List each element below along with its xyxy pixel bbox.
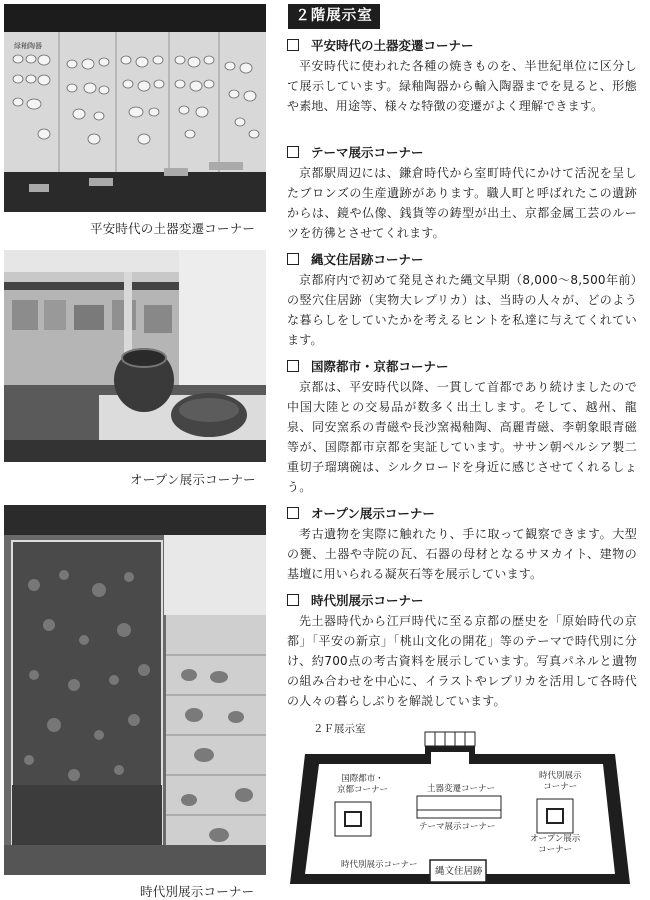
- checkbox-icon: [287, 507, 299, 519]
- floor-map: [285, 724, 635, 894]
- page-heading: ２階展示室: [288, 4, 380, 29]
- section-title: [287, 143, 637, 163]
- section-title-text: 時代別展示コーナー: [311, 593, 424, 608]
- map-label-international: 国際都市・ 京都コーナー: [337, 774, 389, 795]
- section-title: [287, 357, 637, 377]
- checkbox-icon: [287, 594, 299, 606]
- map-label-open: オープン展示 コーナー: [530, 834, 581, 855]
- section-title-text: 縄文住居跡コーナー: [311, 252, 424, 267]
- section-title-text: 国際都市・京都コーナー: [311, 359, 449, 374]
- section-title-text: オープン展示コーナー: [311, 506, 435, 521]
- photo-caption: 平安時代の土器変遷コーナー: [90, 221, 256, 236]
- photo-open-exhibit-corner: [4, 250, 266, 462]
- section-title: [287, 504, 637, 524]
- section-title-text: 平安時代の土器変遷コーナー: [311, 38, 474, 53]
- section: [287, 36, 637, 136]
- section-body: 京都は、平安時代以降、一貫して首都であり続けましたので中国大陸との交易品が数多く出土します。そして、越州、龍泉、同安窯系の青磁や長沙窯褐釉陶、高麗青磁、李朝象眼青磁等が、国際都市京都を実証しています。ササン朝ペルシア製二重切子瑠璃碗は、シルクロードを身近に感じさせてくれるしょう。: [287, 380, 637, 494]
- section-title: [287, 591, 637, 611]
- checkbox-icon: [287, 146, 299, 158]
- section-body: 平安時代に使われた各種の焼きものを、半世紀単位に区分して展示しています。緑釉陶器から輸入陶器までを見ると、形態や素地、用途等、様々な特徴の変遷がよく理解できます。: [287, 59, 637, 113]
- photo-caption: オープン展示コーナー: [130, 472, 256, 487]
- floor-map-title: ２Ｆ展示室: [313, 723, 366, 735]
- section: [287, 504, 637, 584]
- section-body: 先土器時代から江戸時代に至る京都の歴史を「原始時代の京都」「平安の新京」「桃山文化の開花」等のテーマで時代別に分け、約700点の考古資料を展示しています。写真パネルと遺物の組み合わせを中心に、イラストやレプリカを活用して各時代の人々の暮らしぶりを解説しています。: [287, 614, 637, 708]
- map-label-jomon: 縄文住居跡: [435, 866, 483, 877]
- checkbox-icon: [287, 39, 299, 51]
- checkbox-icon: [287, 253, 299, 265]
- section-title: [287, 250, 637, 270]
- map-label-earthenware: 土器変遷コーナー: [427, 784, 496, 794]
- section: [287, 250, 637, 350]
- section: [287, 357, 637, 497]
- map-label-period-bottom: 時代別展示コーナー: [341, 860, 418, 870]
- map-label-theme: テーマ展示コーナー: [419, 822, 496, 832]
- section-body: 京都駅周辺には、鎌倉時代から室町時代にかけて活況を呈したブロンズの生産遺跡があります。職人町と呼ばれたこの遺跡からは、鏡や仏像、銭貨等の鋳型が出土、京都金属工芸のルーツを彷彿とさせてくれます。: [287, 166, 637, 240]
- section-body: 京都府内で初めて発見された縄文早期（8,000～8,500年前）の竪穴住居跡（実物大レプリカ）は、当時の人々が、どのような暮らしをしていたかを考えるヒントを私達に与えてくれています。: [287, 273, 637, 347]
- section-list: [287, 36, 637, 708]
- display-sign: 緑釉陶器: [14, 42, 42, 50]
- section-title: [287, 36, 637, 56]
- checkbox-icon: [287, 360, 299, 372]
- photo-earthenware-corner: [4, 4, 266, 212]
- photo-caption: 時代別展示コーナー: [140, 884, 255, 899]
- section-title-text: テーマ展示コーナー: [311, 145, 424, 160]
- section: [287, 591, 637, 708]
- section-body: 考古遺物を実際に触れたり、手に取って観察できます。大型の甕、土器や寺院の瓦、石器の母材となるサヌカイト、建物の基壇に用いられる凝灰石等を展示しています。: [287, 527, 637, 581]
- section: [287, 143, 637, 243]
- map-label-period-right: 時代別展示 コーナー: [539, 771, 582, 792]
- photo-period-exhibit-corner: [4, 505, 266, 875]
